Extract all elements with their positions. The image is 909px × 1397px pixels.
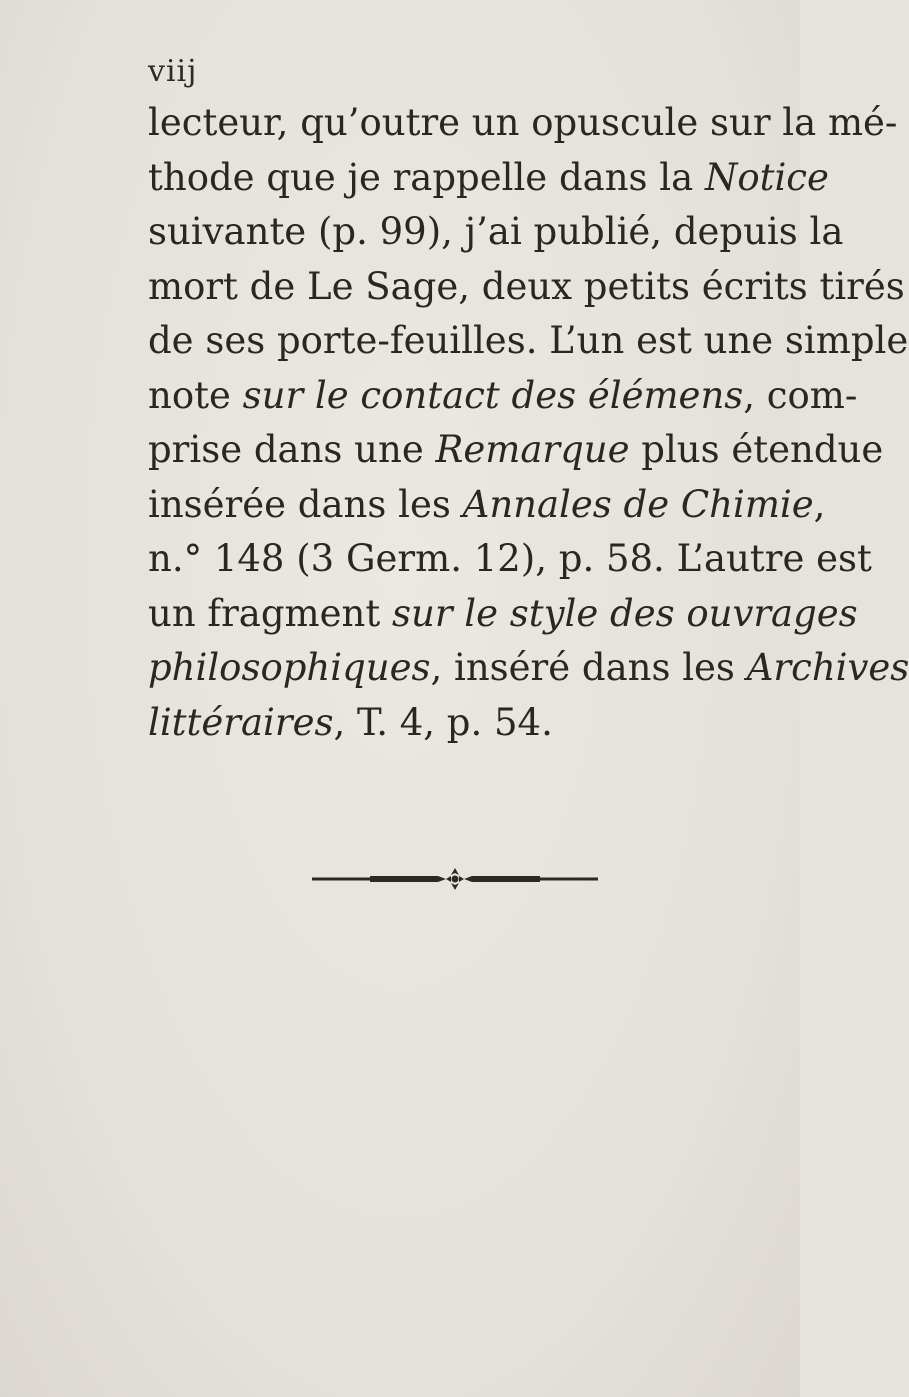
text-line: [148, 532, 872, 587]
text-line: [148, 314, 909, 369]
text-line: [148, 696, 776, 751]
text-line: [148, 478, 826, 533]
text-segment: mort de Le Sage, deux petits écrits tirés: [148, 264, 905, 308]
text-segment: , inséré dans les: [430, 646, 747, 689]
text-segment: lecteur, qu’outre un opuscule sur la mé-: [148, 101, 898, 144]
text-segment: thode que je rappelle dans la: [148, 155, 705, 199]
text-segment: ,: [813, 482, 826, 526]
italic-text: Remarque: [435, 428, 630, 471]
italic-text: Annales de Chimie: [462, 482, 814, 526]
ornament-divider: [310, 864, 600, 894]
italic-text: littéraires: [148, 700, 334, 744]
page-number: viij: [148, 54, 198, 89]
text-segment: plus étendue: [629, 428, 884, 471]
text-line: [148, 587, 858, 642]
text-segment: , T. 4, p. 54.: [333, 700, 553, 744]
italic-text: Archives: [746, 646, 909, 689]
text-segment: prise dans une: [148, 428, 436, 471]
text-segment: note: [148, 373, 243, 417]
text-line: [148, 641, 909, 696]
text-line: [148, 96, 898, 151]
italic-text: sur le style des ouvrages: [392, 591, 858, 635]
text-segment: n.° 148 (3 Germ. 12), p. 58. L’autre est: [148, 537, 872, 580]
body-text: [148, 96, 909, 750]
ornament-left-rule: [312, 876, 446, 882]
italic-text: Notice: [704, 155, 829, 199]
text-segment: de ses porte-feuilles. L’un est une simple: [148, 319, 909, 362]
text-segment: , com-: [743, 373, 858, 417]
text-line: [148, 260, 905, 315]
ornament-right-rule: [464, 876, 598, 882]
text-segment: insérée dans les: [148, 482, 463, 526]
italic-text: philosophiques: [148, 646, 431, 689]
italic-text: sur le contact des élémens: [242, 373, 744, 417]
text-line: [148, 205, 844, 260]
ornament-center-fleuron: [446, 868, 464, 890]
text-line: [148, 369, 858, 424]
text-line: [148, 423, 884, 478]
text-segment: un fragment: [148, 591, 392, 635]
text-segment: suivante (p. 99), j’ai publié, depuis la: [148, 210, 844, 253]
text-line: [148, 151, 829, 206]
